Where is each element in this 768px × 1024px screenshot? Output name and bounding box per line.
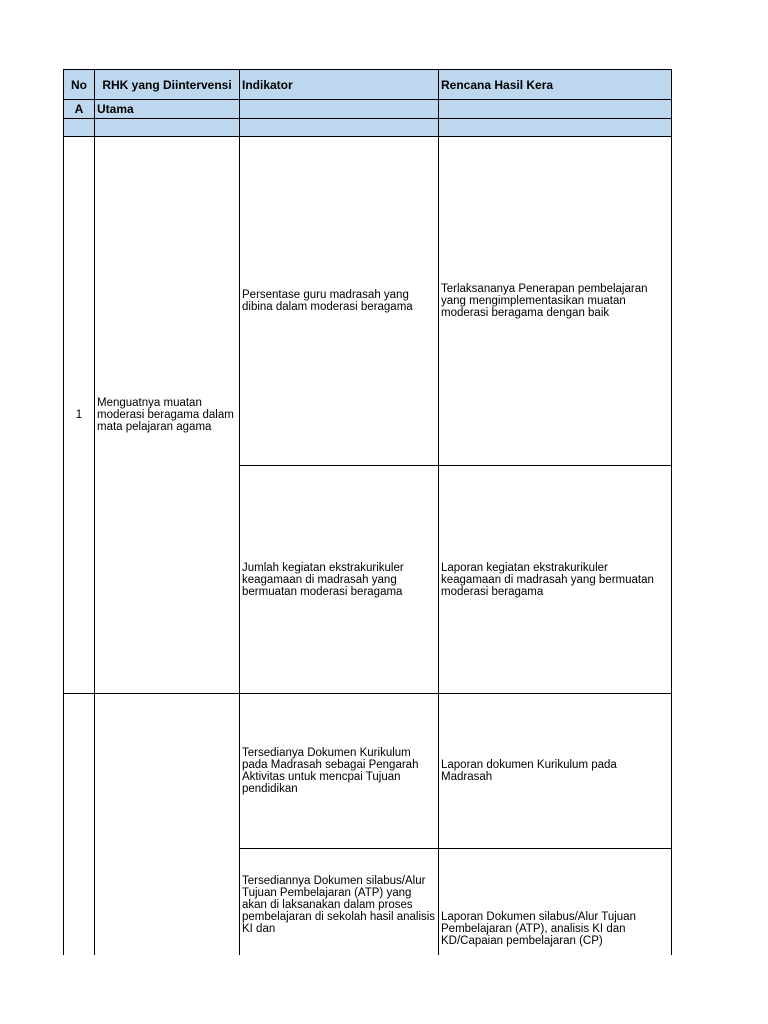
header-no: No bbox=[64, 70, 95, 100]
header-rencana: Rencana Hasil Kera bbox=[439, 70, 672, 100]
header-rhk: RHK yang Diintervensi bbox=[95, 70, 240, 100]
indikator-cell: Jumlah kegiatan ekstrakurikuler keagamaan di madrasah yang bermuatan moderasi beragama bbox=[240, 466, 439, 694]
table-row bbox=[64, 137, 672, 466]
section-label: Utama bbox=[95, 100, 240, 119]
group-1-rhk: Menguatnya muatan moderasi beragama dalam mata pelajaran agama bbox=[95, 137, 240, 694]
group-2-rhk bbox=[95, 694, 240, 979]
section-empty-cell bbox=[439, 100, 672, 119]
header-row bbox=[64, 70, 672, 100]
header-indikator: Indikator bbox=[240, 70, 439, 100]
indikator-cell: Tersediannya Dokumen silabus/Alur Tujuan Pembelajaran (ATP) yang akan di laksanakan dalam proses pembelajaran di sekolah hasil analisis KI dan bbox=[240, 849, 439, 979]
indikator-cell: Persentase guru madrasah yang dibina dalam moderasi beragama bbox=[240, 137, 439, 466]
rencana-cell: Laporan Dokumen silabus/Alur Tujuan Pembelajaran (ATP), analisis KI dan KD/Capaian pembelajaran (CP) bbox=[439, 849, 672, 979]
section-empty-cell bbox=[240, 100, 439, 119]
table-row bbox=[64, 694, 672, 849]
group-1-no: 1 bbox=[64, 137, 95, 694]
indikator-cell: Tersedianya Dokumen Kurikulum pada Madrasah sebagai Pengarah Aktivitas untuk mencpai Tujuan pendidikan bbox=[240, 694, 439, 849]
blank-cell bbox=[95, 119, 240, 137]
rencana-cell: Terlaksananya Penerapan pembelajaran yang mengimplementasikan muatan moderasi beragama dengan baik bbox=[439, 137, 672, 466]
blank-cell bbox=[439, 119, 672, 137]
group-2-no bbox=[64, 694, 95, 979]
rencana-cell: Laporan dokumen Kurikulum pada Madrasah bbox=[439, 694, 672, 849]
section-row bbox=[64, 100, 672, 119]
blank-cell bbox=[240, 119, 439, 137]
blank-row bbox=[64, 119, 672, 137]
rencana-cell: Laporan kegiatan ekstrakurikuler keagamaan di madrasah yang bermuatan moderasi beragama bbox=[439, 466, 672, 694]
page-cutoff bbox=[0, 955, 768, 1024]
blank-cell bbox=[64, 119, 95, 137]
rhk-table bbox=[63, 69, 672, 979]
section-code: A bbox=[64, 100, 95, 119]
